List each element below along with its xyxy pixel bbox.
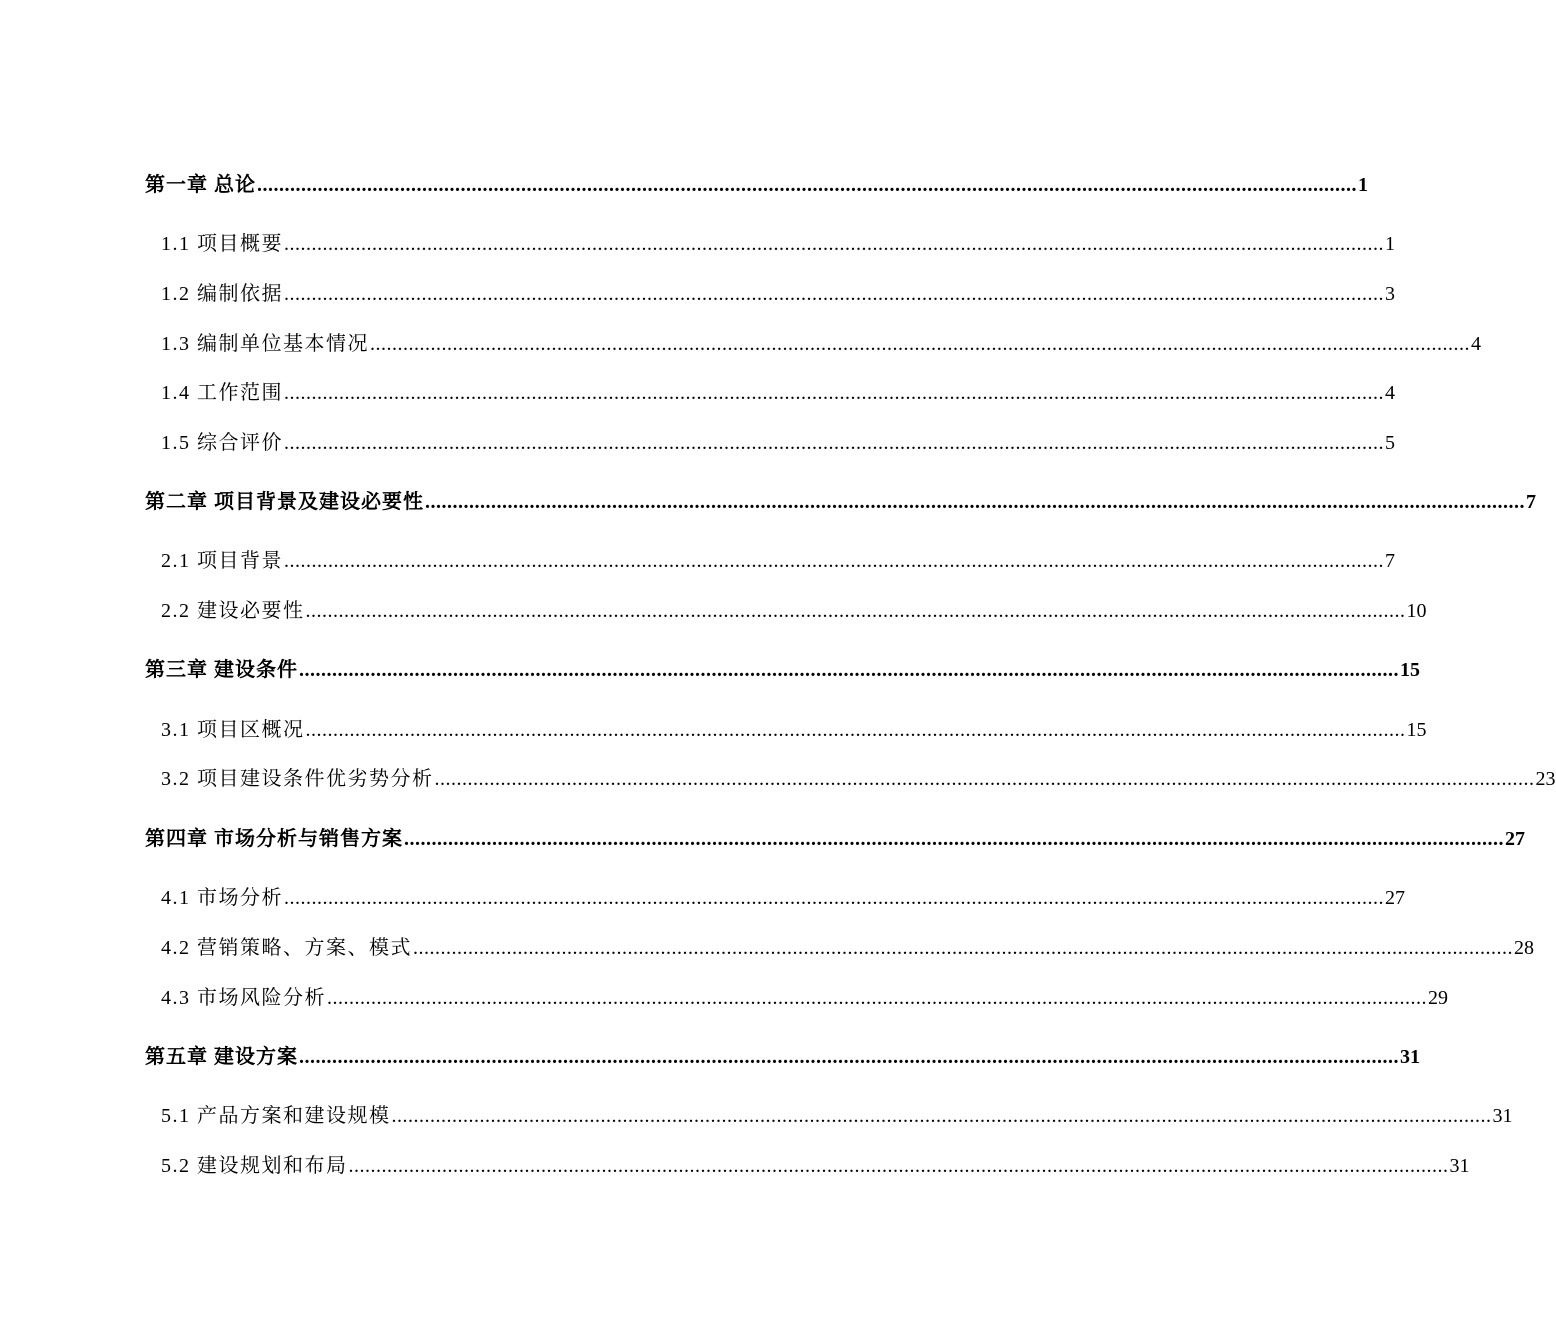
toc-dot-leader: ........................................................................................................................................................................................................ [284, 283, 1384, 305]
toc-page-number: 1 [1385, 233, 1395, 255]
toc-page-number: 15 [1400, 659, 1420, 681]
toc-entry-label: 5.1 产品方案和建设规模 [161, 1105, 391, 1127]
toc-section-5-1[interactable] [161, 1101, 1513, 1131]
toc-dot-leader: ........................................................................................................................................................................................................ [425, 491, 1525, 513]
toc-entry-label: 1.3 编制单位基本情况 [161, 333, 369, 355]
toc-dot-leader: ........................................................................................................................................................................................................ [391, 1105, 1492, 1127]
toc-entry-label: 第四章 市场分析与销售方案 [145, 828, 403, 850]
toc-section-1-1[interactable] [161, 229, 1395, 259]
toc-dot-leader: ........................................................................................................................................................................................................ [299, 659, 1399, 681]
toc-dot-leader: ........................................................................................................................................................................................................ [284, 382, 1384, 404]
toc-chapter-3[interactable] [145, 655, 1420, 685]
toc-section-3-2[interactable] [161, 764, 1556, 794]
toc-entry-label: 1.5 综合评价 [161, 432, 283, 454]
toc-entry-label: 3.2 项目建设条件优劣势分析 [161, 768, 434, 790]
toc-section-1-3[interactable] [161, 329, 1481, 359]
toc-chapter-5[interactable] [145, 1042, 1420, 1072]
toc-page-number: 1 [1358, 174, 1368, 196]
toc-section-5-2[interactable] [161, 1151, 1470, 1181]
toc-dot-leader: ........................................................................................................................................................................................................ [257, 174, 1357, 196]
toc-dot-leader: ........................................................................................................................................................................................................ [284, 550, 1384, 572]
toc-page-number: 15 [1406, 719, 1427, 741]
toc-entry-label: 2.1 项目背景 [161, 550, 283, 572]
toc-dot-leader: ........................................................................................................................................................................................................ [305, 600, 1406, 622]
toc-entry-label: 4.3 市场风险分析 [161, 987, 326, 1009]
toc-section-3-1[interactable] [161, 715, 1427, 745]
toc-entry-label: 第三章 建设条件 [145, 659, 298, 681]
toc-page-number: 31 [1492, 1105, 1513, 1127]
toc-dot-leader: ........................................................................................................................................................................................................ [404, 828, 1504, 850]
toc-entry-label: 4.2 营销策略、方案、模式 [161, 937, 412, 959]
toc-page-number: 31 [1449, 1155, 1470, 1177]
toc-page-number: 3 [1385, 283, 1395, 305]
toc-entry-label: 1.1 项目概要 [161, 233, 283, 255]
toc-dot-leader: ........................................................................................................................................................................................................ [284, 432, 1384, 454]
toc-page-number: 4 [1385, 382, 1395, 404]
toc-page-number: 7 [1385, 550, 1395, 572]
toc-dot-leader: ........................................................................................................................................................................................................ [434, 768, 1535, 790]
toc-chapter-4[interactable] [145, 824, 1525, 854]
toc-section-1-2[interactable] [161, 279, 1395, 309]
toc-page-number: 4 [1471, 333, 1481, 355]
toc-dot-leader: ........................................................................................................................................................................................................ [284, 233, 1384, 255]
toc-chapter-2[interactable] [145, 487, 1536, 517]
toc-dot-leader: ........................................................................................................................................................................................................ [370, 333, 1470, 355]
toc-chapter-1[interactable] [145, 170, 1368, 200]
toc-section-4-3[interactable] [161, 983, 1448, 1013]
toc-section-1-5[interactable] [161, 428, 1395, 458]
toc-page-number: 23 [1535, 768, 1556, 790]
toc-page-number: 29 [1428, 987, 1448, 1009]
toc-page-number: 5 [1385, 432, 1395, 454]
toc-entry-label: 第二章 项目背景及建设必要性 [145, 491, 424, 513]
toc-dot-leader: ........................................................................................................................................................................................................ [413, 937, 1513, 959]
toc-entry-label: 3.1 项目区概况 [161, 719, 305, 741]
toc-page-number: 7 [1526, 491, 1536, 513]
toc-entry-label: 第五章 建设方案 [145, 1046, 298, 1068]
toc-section-2-1[interactable] [161, 546, 1395, 576]
toc-page-number: 27 [1505, 828, 1525, 850]
toc-dot-leader: ........................................................................................................................................................................................................ [305, 719, 1406, 741]
toc-dot-leader: ........................................................................................................................................................................................................ [284, 887, 1384, 909]
toc-page-number: 10 [1406, 600, 1427, 622]
toc-section-2-2[interactable] [161, 596, 1427, 626]
toc-entry-label: 4.1 市场分析 [161, 887, 283, 909]
toc-page-number: 27 [1385, 887, 1405, 909]
toc-dot-leader: ........................................................................................................................................................................................................ [299, 1046, 1399, 1068]
toc-entry-label: 2.2 建设必要性 [161, 600, 305, 622]
toc-page-number: 28 [1514, 937, 1534, 959]
toc-section-4-1[interactable] [161, 883, 1405, 913]
toc-entry-label: 5.2 建设规划和布局 [161, 1155, 348, 1177]
toc-page-number: 31 [1400, 1046, 1420, 1068]
toc-section-1-4[interactable] [161, 378, 1395, 408]
toc-entry-label: 1.4 工作范围 [161, 382, 283, 404]
toc-dot-leader: ........................................................................................................................................................................................................ [348, 1155, 1449, 1177]
toc-dot-leader: ........................................................................................................................................................................................................ [327, 987, 1427, 1009]
toc-entry-label: 1.2 编制依据 [161, 283, 283, 305]
toc-section-4-2[interactable] [161, 933, 1534, 963]
toc-entry-label: 第一章 总论 [145, 174, 256, 196]
